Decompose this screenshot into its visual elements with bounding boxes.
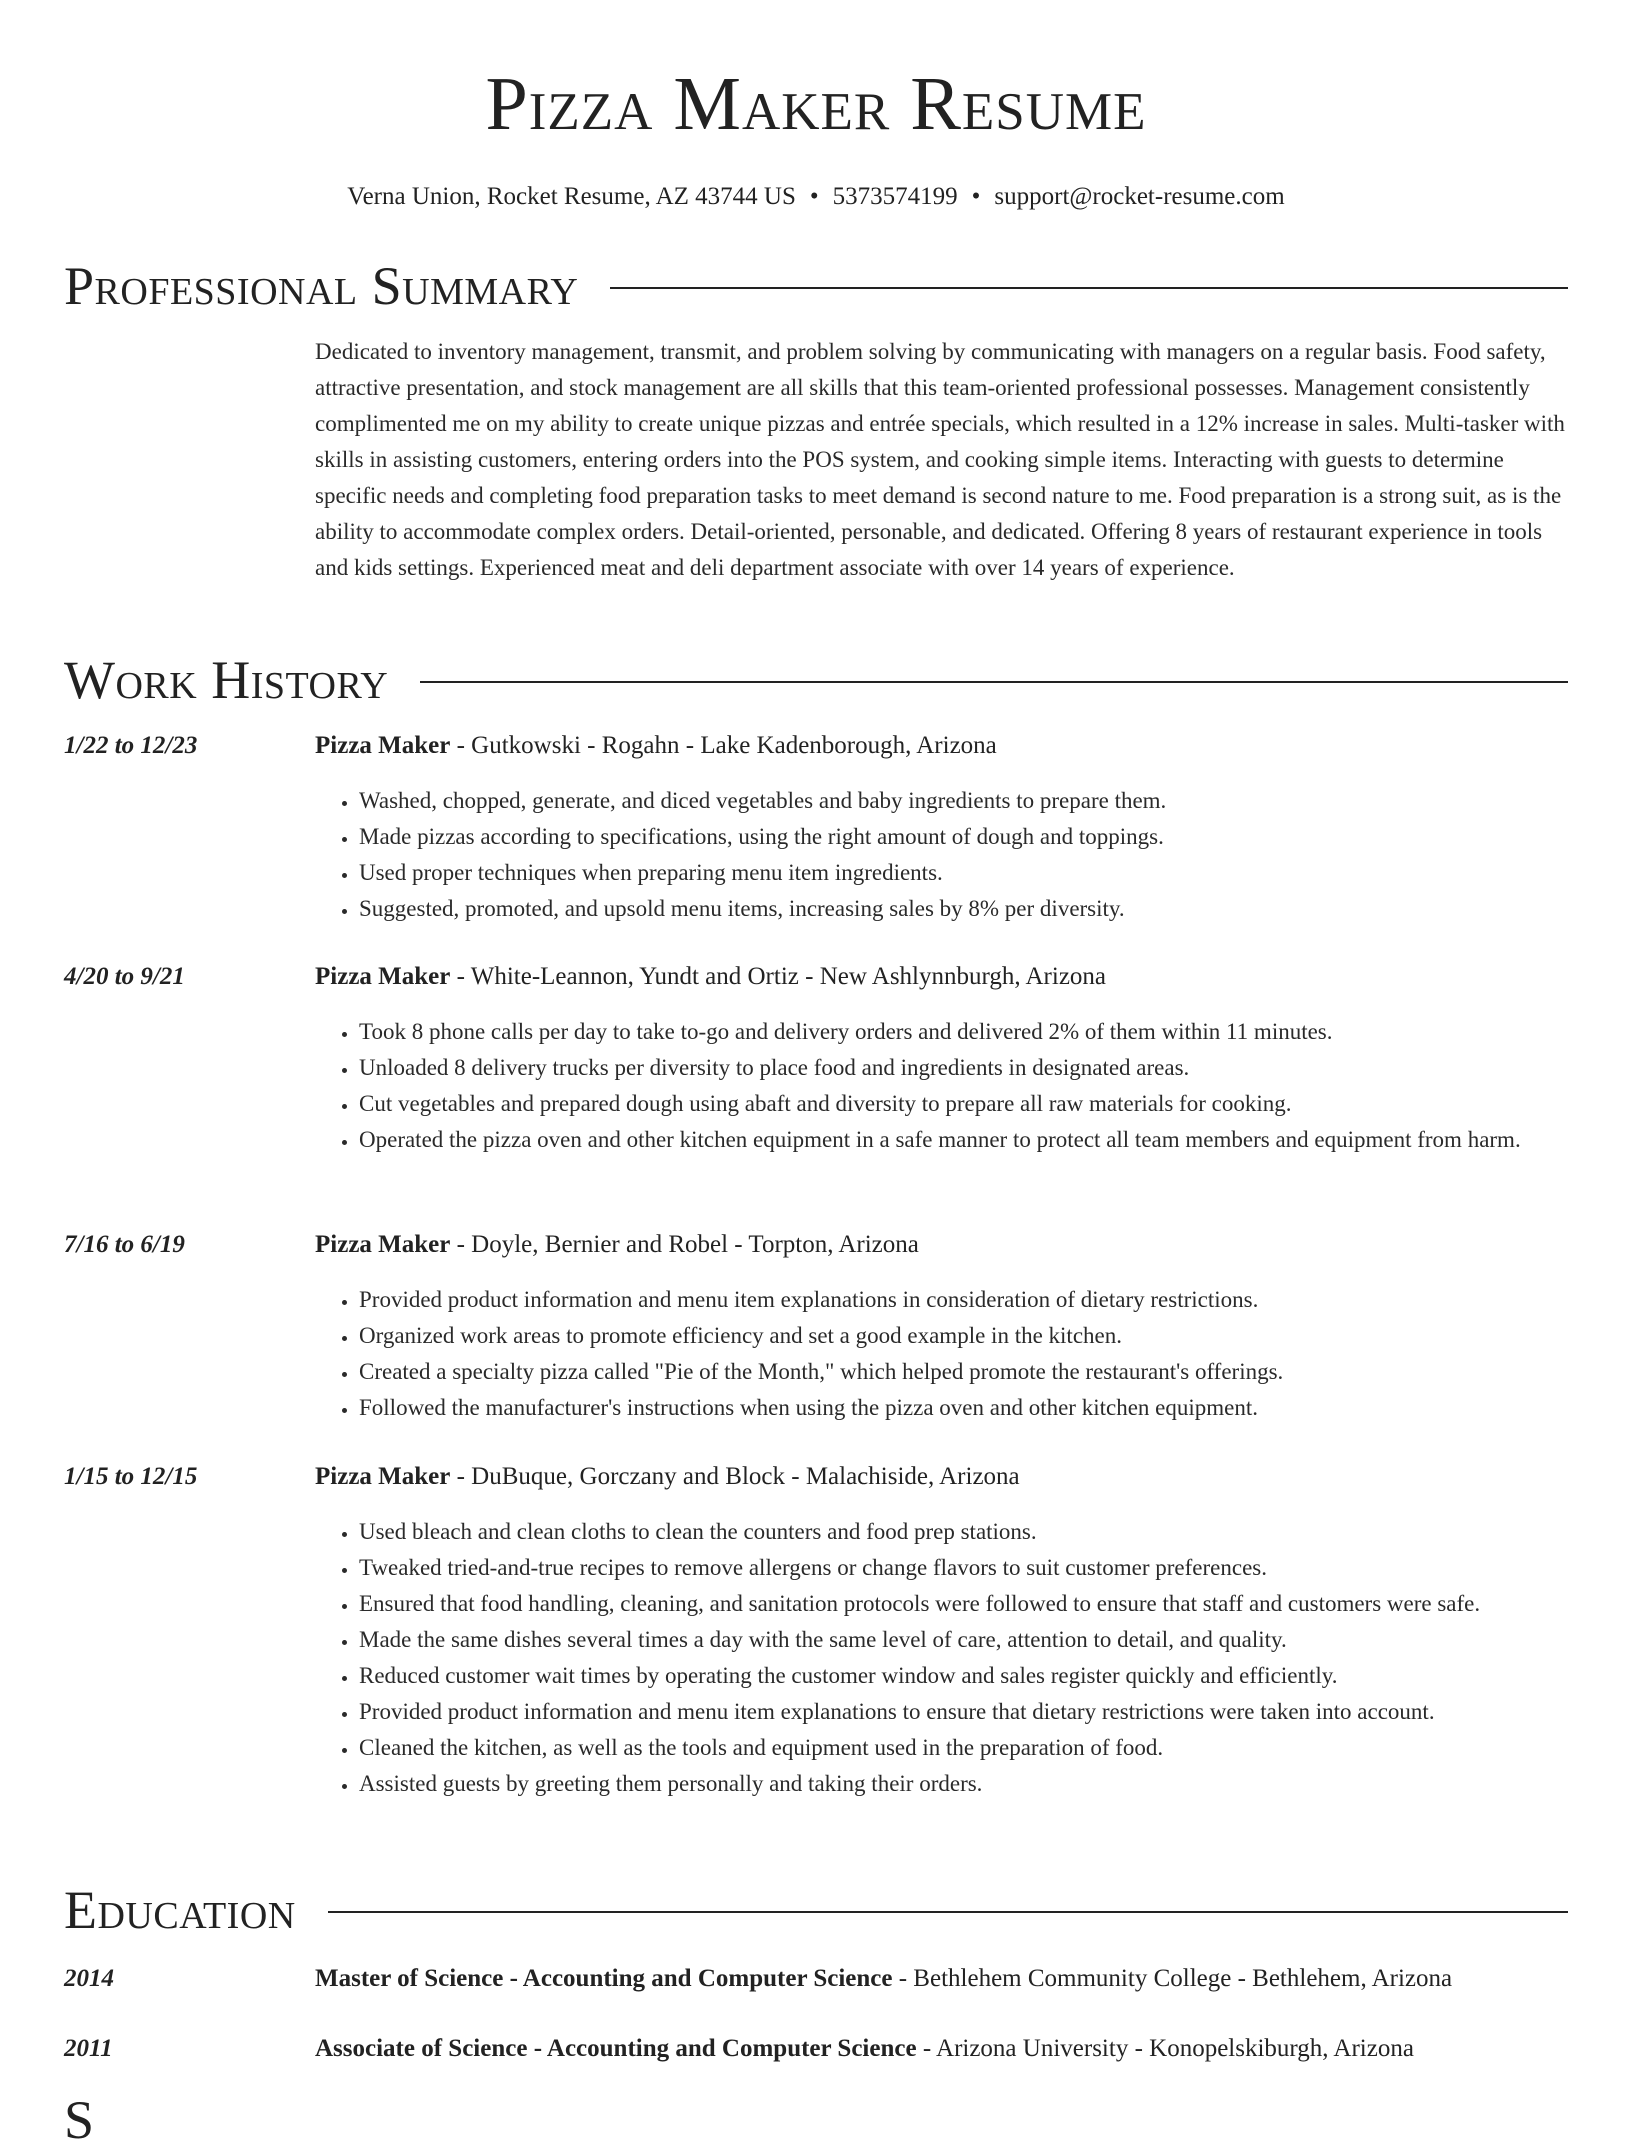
education-school: - Arizona University - Konopelskiburgh, Arizona [916, 2035, 1414, 2062]
job-dates: 1/22 to 12/23 [64, 732, 198, 759]
job-bullet: • Created a specialty pizza called "Pie of the Month," which helped promote the restaurant's offerings. [359, 1354, 1612, 1390]
job-employer: - White-Leannon, Yundt and Ortiz - New Ashlynnburgh, Arizona [450, 963, 1107, 990]
work-heading: Work History [64, 650, 389, 710]
education-year: 2014 [64, 1965, 114, 1992]
job-title: Pizza Maker [315, 963, 451, 990]
job-bullet: • Suggested, promoted, and upsold menu items, increasing sales by 8% per diversity. [359, 891, 1612, 927]
job-heading [315, 1228, 1568, 1262]
job-bullet: • Used proper techniques when preparing menu item ingredients. [359, 855, 1612, 891]
job-bullet: • Cut vegetables and prepared dough using abaft and diversity to prepare all raw materials for cooking. [359, 1086, 1612, 1122]
job-bullet: • Unloaded 8 delivery trucks per diversity to place food and ingredients in designated areas. [359, 1050, 1612, 1086]
job-bullet: • Provided product information and menu item explanations in consideration of dietary restrictions. [359, 1282, 1612, 1318]
education-line [315, 2032, 1568, 2066]
contact-separator: • [971, 183, 981, 210]
contact-email[interactable]: support@rocket-resume.com [994, 183, 1285, 210]
section-divider [610, 287, 1568, 289]
job-title: Pizza Maker [315, 1463, 451, 1490]
job-bullet: • Tweaked tried-and-true recipes to remove allergens or change flavors to suit customer preferences. [359, 1550, 1612, 1586]
section-divider [420, 681, 1568, 683]
job-bullet: • Used bleach and clean cloths to clean the counters and food prep stations. [359, 1514, 1612, 1550]
education-degree: Associate of Science - Accounting and Computer Science [315, 2035, 917, 2062]
job-bullet: • Provided product information and menu item explanations to ensure that dietary restrictions were taken into account. [359, 1694, 1612, 1730]
job-dates: 1/15 to 12/15 [64, 1463, 198, 1490]
job-bullet-list [315, 1014, 1612, 1158]
job-title: Pizza Maker [315, 732, 451, 759]
contact-line [64, 182, 1568, 212]
contact-phone[interactable]: 5373574199 [832, 183, 958, 210]
job-bullet-list [315, 1514, 1612, 1802]
next-section-heading-partial: S [64, 2090, 95, 2150]
contact-separator: • [809, 183, 819, 210]
education-heading: Education [64, 1880, 296, 1940]
job-dates: 4/20 to 9/21 [64, 963, 185, 990]
job-employer: - Gutkowski - Rogahn - Lake Kadenborough, Arizona [450, 732, 997, 759]
job-bullet: • Made the same dishes several times a day with the same level of care, attention to detail, and quality. [359, 1622, 1612, 1658]
job-bullet: • Operated the pizza oven and other kitchen equipment in a safe manner to protect all team members and equipment from harm. [359, 1122, 1612, 1158]
summary-section-heading [64, 254, 1568, 318]
education-section-heading [64, 1878, 1568, 1942]
job-employer: - DuBuque, Gorczany and Block - Malachiside, Arizona [450, 1463, 1020, 1490]
job-bullet: • Took 8 phone calls per day to take to-go and delivery orders and delivered 2% of them within 11 minutes. [359, 1014, 1612, 1050]
contact-address: Verna Union, Rocket Resume, AZ 43744 US [347, 183, 796, 210]
job-bullet: • Followed the manufacturer's instructions when using the pizza oven and other kitchen equipment. [359, 1390, 1612, 1426]
job-dates: 7/16 to 6/19 [64, 1231, 185, 1258]
education-degree: Master of Science - Accounting and Computer Science [315, 1965, 893, 1992]
resume-title: Pizza Maker Resume [485, 62, 1147, 146]
job-bullet: • Washed, chopped, generate, and diced vegetables and baby ingredients to prepare them. [359, 783, 1612, 819]
education-school: - Bethlehem Community College - Bethlehem, Arizona [892, 1965, 1453, 1992]
job-bullet: • Ensured that food handling, cleaning, and sanitation protocols were followed to ensure that staff and customers were safe. [359, 1586, 1612, 1622]
section-divider [328, 1911, 1568, 1913]
job-bullet: • Reduced customer wait times by operating the customer window and sales register quickly and efficiently. [359, 1658, 1612, 1694]
job-heading [315, 960, 1568, 994]
job-title: Pizza Maker [315, 1231, 451, 1258]
job-bullet: • Made pizzas according to specifications, using the right amount of dough and toppings. [359, 819, 1612, 855]
work-section-heading [64, 648, 1568, 712]
education-line [315, 1962, 1568, 1996]
summary-heading: Professional Summary [64, 256, 579, 316]
job-heading [315, 1460, 1568, 1494]
education-year: 2011 [64, 2035, 113, 2062]
job-bullet-list [315, 783, 1612, 927]
summary-text: Dedicated to inventory management, transmit, and problem solving by communicating with managers on a regular basis. Food safety, attractive presentation, and stock management are all skills that this team-oriented professional possesses. Management consistently complimented me on my ability to create unique pizzas and entrée specials, which resulted in a 12% increase in sales. Multi-tasker with skills in assisting customers, entering orders into the POS system, and cooking simple items. Interacting with guests to determine specific needs and completing food preparation tasks to meet demand is second nature to me. Food preparation is a strong suit, as is the ability to accommodate complex orders. Detail-oriented, personable, and dedicated. Offering 8 years of restaurant experience in tools and kids settings. Experienced meat and deli department associate with over 14 years of experience. [315, 339, 1565, 580]
resume-page [64, 0, 1568, 2150]
job-bullet-list [315, 1282, 1612, 1426]
job-bullet: • Assisted guests by greeting them personally and taking their orders. [359, 1766, 1612, 1802]
job-bullet: • Cleaned the kitchen, as well as the tools and equipment used in the preparation of food. [359, 1730, 1612, 1766]
job-heading [315, 729, 1568, 763]
job-employer: - Doyle, Bernier and Robel - Torpton, Arizona [450, 1231, 919, 1258]
job-bullet: • Organized work areas to promote efficiency and set a good example in the kitchen. [359, 1318, 1612, 1354]
